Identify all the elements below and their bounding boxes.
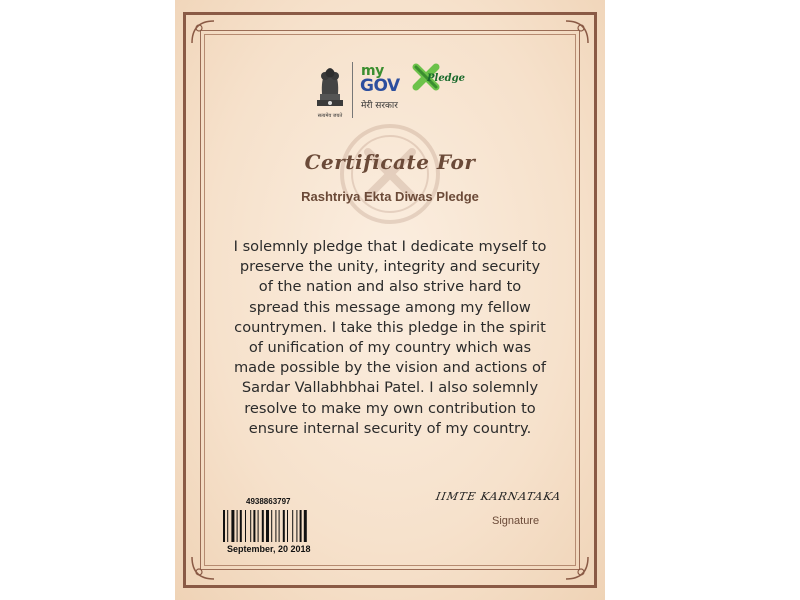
seal-watermark-icon: [338, 122, 442, 226]
mygov-logo-my: my: [361, 63, 384, 79]
emblem-caption: सत्यमेव जयते: [317, 113, 343, 119]
certificate-subtitle: Rashtriya Ekta Diwas Pledge: [301, 189, 479, 204]
mygov-logo-gov: GOV: [360, 76, 400, 96]
pledge-text: I solemnly pledge that I dedicate myself to preserve the unity, integrity and security of the nation and also strive hard to spread this message among my fellow countrymen. I take this pledge in the spirit of unification of my country which was made possible by the vision and actions of Sardar Vallabhbhai Patel. I also solemnly resolve to make my own contribution to ensure internal security of my country.: [233, 238, 547, 437]
corner-ornament-top-left: [190, 19, 216, 45]
barcode-icon: [221, 510, 329, 542]
signature-image: IIMTE KARNATAKA: [434, 490, 563, 503]
national-emblem-icon: [313, 62, 347, 114]
corner-ornament-bottom-left: [190, 555, 216, 581]
corner-ornament-top-right: [564, 19, 590, 45]
serial-number: 4938863797: [246, 497, 291, 506]
mygov-logo-hindi: मेरी सरकार: [361, 101, 398, 111]
certificate-date: September, 20 2018: [227, 544, 311, 554]
pledge-logo-word: Pledge: [427, 73, 466, 84]
logo-divider: [352, 62, 353, 118]
certificate-title: Certificate For: [304, 150, 476, 174]
signature-label: Signature: [492, 515, 540, 527]
corner-ornament-bottom-right: [564, 555, 590, 581]
